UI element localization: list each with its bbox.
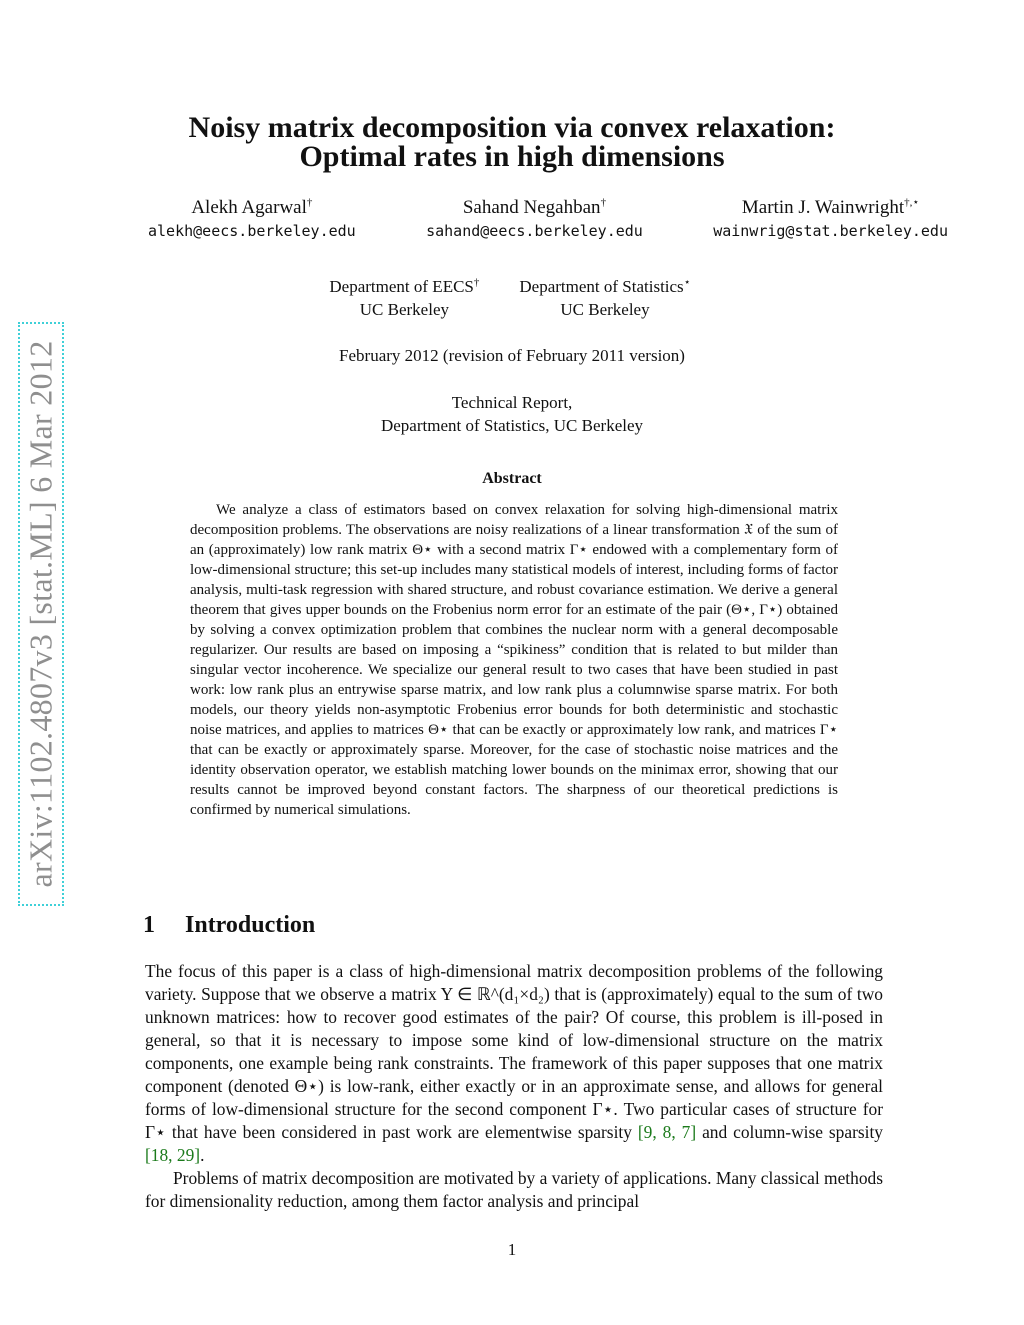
- affiliations: [260, 275, 760, 321]
- paper-title: [120, 113, 904, 171]
- arxiv-stamp: [18, 322, 64, 906]
- abstract-text: We analyze a class of estimators based on convex relaxation for solving high-dimensional matrix decomposition problems. The observations are noisy realizations of a linear transformation 𝔛 of the sum of an (approximately) low rank matrix Θ⋆ with a second matrix Γ⋆ endowed with a complementary form of low-dimensional structure; this set-up includes many statistical models of interest, including forms of factor analysis, multi-task regression with shared structure, and robust covariance estimation. We derive a general theorem that gives upper bounds on the Frobenius norm error for an estimate of the pair (Θ⋆, Γ⋆) obtained by solving a convex optimization problem that combines the nuclear norm with a general decomposable regularizer. Our results are based on imposing a “spikiness” condition that is related to but milder than singular vector incoherence. We specialize our general result to two cases that have been studied in past work: low rank plus an entrywise sparse matrix, and low rank plus a columnwise sparse matrix. For both models, our theory yields non-asymptotic Frobenius error bounds for both deterministic and stochastic noise matrices, and applies to matrices Θ⋆ that can be exactly or approximately low rank, and matrices Γ⋆ that can be exactly or approximately sparse. Moreover, for the case of stochastic noise matrices and the identity observation operator, we establish matching lower bounds on the minimax error, showing that our results cannot be improved beyond constant factors. The sharpness of our theoretical predictions is confirmed by numerical simulations.: [190, 502, 838, 818]
- author-email: sahand@eecs.berkeley.edu: [426, 222, 643, 240]
- intro-p1-mid: and column-wise sparsity: [696, 1122, 884, 1142]
- intro-paragraph-1: [145, 960, 883, 1167]
- page-number: 1: [507, 1240, 517, 1259]
- revision-date: February 2012 (revision of February 2011 version): [339, 346, 685, 365]
- affiliation-mark: †: [473, 276, 480, 289]
- title-line-2: Optimal rates in high dimensions: [299, 140, 725, 173]
- title-line-1: Noisy matrix decomposition via convex relaxation:: [188, 111, 836, 144]
- affiliation-school: UC Berkeley: [560, 300, 650, 319]
- intro-p1-end: .: [200, 1145, 205, 1165]
- section-heading: [143, 912, 315, 939]
- author-list: [148, 197, 948, 243]
- abstract-heading: Abstract: [482, 470, 542, 487]
- author-name: Sahand Negahban: [462, 197, 601, 218]
- affiliation-dept: Department of EECS: [329, 277, 474, 296]
- affiliation-mark: ⋆: [683, 276, 691, 289]
- author: [713, 197, 948, 243]
- author-email: alekh@eecs.berkeley.edu: [148, 222, 356, 240]
- citation-link[interactable]: [18, 29]: [145, 1145, 201, 1165]
- arxiv-stamp-text: arXiv:1102.4807v3 [stat.ML] 6 Mar 2012: [22, 340, 59, 888]
- affiliation-school: UC Berkeley: [359, 300, 449, 319]
- citation-link[interactable]: [9, 8, 7]: [637, 1122, 697, 1142]
- author-name: Martin J. Wainwright: [741, 197, 905, 218]
- intro-paragraph-2: Problems of matrix decomposition are motivated by a variety of applications. Many classical methods for dimensionality reduction, among them factor analysis and principal: [145, 1168, 883, 1211]
- technical-report: [120, 391, 904, 437]
- section-number: 1: [143, 912, 155, 938]
- introduction-body: [145, 960, 883, 1213]
- author-name: Alekh Agarwal: [191, 197, 307, 218]
- author-email: wainwrig@stat.berkeley.edu: [713, 222, 948, 240]
- author-mark: †: [306, 196, 313, 209]
- affiliation-dept: Department of Statistics: [519, 277, 684, 296]
- report-line-2: Department of Statistics, UC Berkeley: [380, 416, 644, 435]
- intro-p1-text: The focus of this paper is a class of high-dimensional matrix decomposition problems of the following variety. Suppose that we observe a matrix Y ∈ ℝ^(d₁×d₂) that is (approximately) equal to the sum of two unknown matrices: how to recover good estimates of the pair? Of course, this problem is ill-posed in general, so that it is necessary to impose some kind of low-dimensional structure on the matrix components, one example being rank constraints. The framework of this paper supposes that one matrix component (denoted Θ⋆) is low-rank, either exactly or in an approximate sense, and allows for general forms of low-dimensional structure for the second component Γ⋆. Two particular cases of structure for Γ⋆ that have been considered in past work are elementwise sparsity: [145, 961, 883, 1142]
- author: [148, 197, 356, 243]
- author-mark: †,⋆: [904, 196, 920, 209]
- section-title: Introduction: [185, 912, 316, 938]
- report-line-1: Technical Report,: [451, 393, 573, 412]
- affiliation: [519, 275, 690, 321]
- author-mark: †: [600, 196, 607, 209]
- author: [426, 197, 643, 243]
- affiliation: [329, 275, 479, 321]
